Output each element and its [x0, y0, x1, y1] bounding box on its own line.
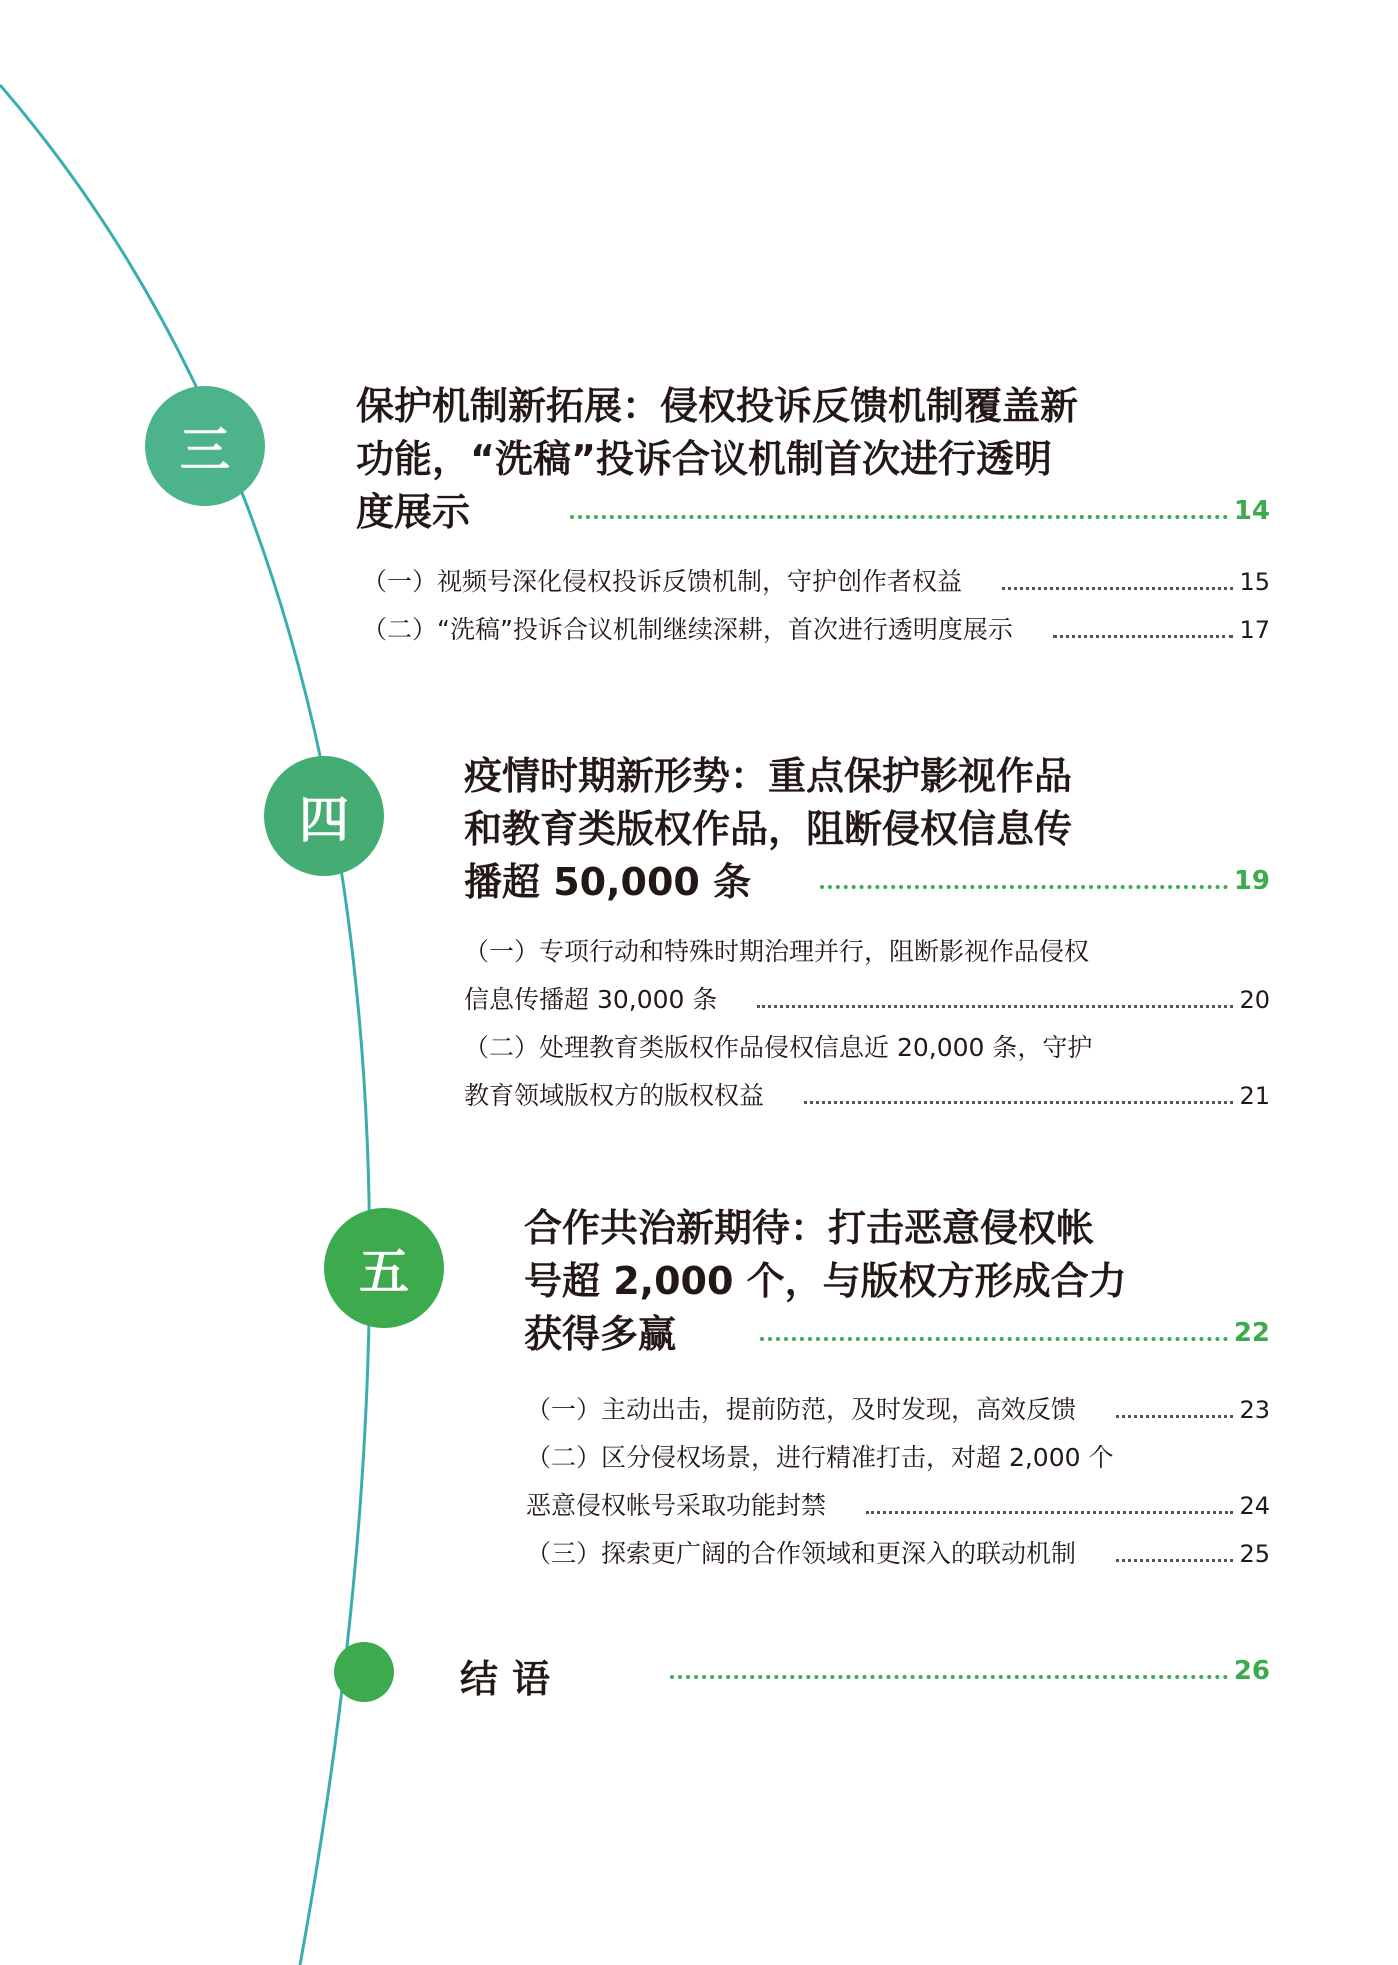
dot-leader	[670, 1675, 1228, 1679]
toc-entry-page: 25	[1239, 1540, 1270, 1568]
toc-entry-text: （一）视频号深化侵权投诉反馈机制，守护创作者权益	[362, 567, 963, 596]
toc-entry[interactable]	[464, 1024, 1270, 1120]
section-page-number: 22	[1233, 1318, 1270, 1348]
section-title-line: 度展示	[356, 490, 471, 534]
toc-entry-text: （二）区分侵权场景，进行精准打击，对超 2,000 个	[526, 1443, 1114, 1472]
dot-leader	[1002, 587, 1233, 590]
toc-entry-page: 24	[1239, 1492, 1270, 1520]
dot-leader	[570, 515, 1228, 519]
dot-leader	[1053, 635, 1234, 638]
toc-entry[interactable]	[362, 558, 1270, 606]
section-title-line: 保护机制新拓展：侵权投诉反馈机制覆盖新	[356, 384, 1079, 428]
toc-entry-text: （一）主动出击，提前防范，及时发现，高效反馈	[526, 1395, 1077, 1424]
section-title-line: 播超 50,000 条	[464, 860, 752, 904]
closing-title[interactable]: 结语	[460, 1657, 565, 1701]
closing-page-number: 26	[1233, 1656, 1270, 1686]
toc-entry-page: 17	[1239, 616, 1270, 644]
section-title-line: 疫情时期新形势：重点保护影视作品	[464, 754, 1073, 798]
section-page-number: 14	[1233, 496, 1270, 526]
toc-entry-page: 23	[1239, 1396, 1270, 1424]
closing-page-leader[interactable]	[670, 1656, 1270, 1691]
section-page-leader[interactable]	[760, 1318, 1270, 1353]
section-title-line: 功能，“洗稿”投诉合议机制首次进行透明	[356, 437, 1052, 481]
section-number-badge: 四	[264, 756, 384, 876]
toc-entry[interactable]	[526, 1530, 1270, 1578]
toc-entry-text: （二）“洗稿”投诉合议机制继续深耕，首次进行透明度展示	[362, 615, 1013, 644]
toc-entry[interactable]	[526, 1386, 1270, 1434]
closing-badge	[334, 1642, 394, 1702]
section-number-badge: 五	[324, 1208, 444, 1328]
toc-entry-text: （三）探索更广阔的合作领域和更深入的联动机制	[526, 1539, 1077, 1568]
section-title-line: 号超 2,000 个，与版权方形成合力	[524, 1259, 1127, 1303]
dot-leader	[1116, 1415, 1233, 1418]
section-title-line: 合作共治新期待：打击恶意侵权帐	[524, 1206, 1095, 1250]
toc-entry-page: 21	[1239, 1082, 1270, 1110]
section-page-leader[interactable]	[570, 496, 1270, 531]
dot-leader	[804, 1101, 1233, 1104]
toc-entry-text: 信息传播超 30,000 条	[464, 985, 718, 1014]
toc-entry-page: 20	[1239, 986, 1270, 1014]
dot-leader	[820, 885, 1228, 889]
toc-entry-text: （二）处理教育类版权作品侵权信息近 20,000 条，守护	[464, 1033, 1093, 1062]
dot-leader	[1116, 1559, 1233, 1562]
section-title-line: 和教育类版权作品，阻断侵权信息传	[464, 807, 1073, 851]
toc-entry-text: 教育领域版权方的版权权益	[464, 1081, 765, 1110]
toc-entry-text: （一）专项行动和特殊时期治理并行，阻断影视作品侵权	[464, 937, 1090, 966]
toc-entry-page: 15	[1239, 568, 1270, 596]
toc-entry-text: 恶意侵权帐号采取功能封禁	[526, 1491, 827, 1520]
dot-leader	[866, 1511, 1233, 1514]
section-title-line: 获得多赢	[524, 1312, 677, 1356]
toc-entry[interactable]	[526, 1434, 1270, 1530]
section-page-leader[interactable]	[820, 866, 1270, 901]
timeline-line	[0, 85, 370, 1965]
toc-entry[interactable]	[362, 606, 1270, 654]
toc-entry[interactable]	[464, 928, 1270, 1024]
section-number-badge: 三	[145, 386, 265, 506]
section-page-number: 19	[1233, 866, 1270, 896]
dot-leader	[760, 1337, 1228, 1341]
dot-leader	[757, 1005, 1233, 1008]
